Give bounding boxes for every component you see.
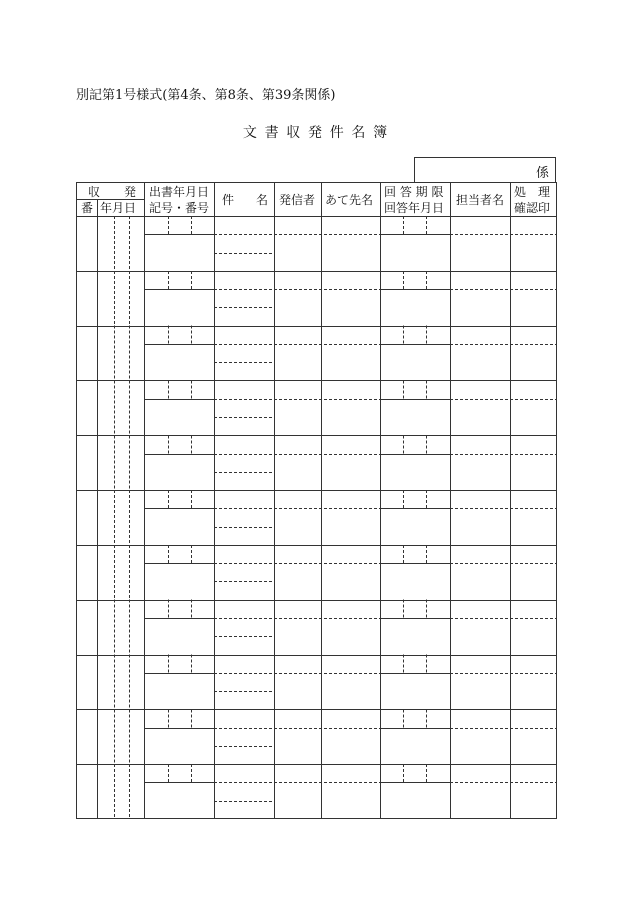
header-person-in-charge: 担当者名: [456, 193, 505, 207]
header-receipt: 収: [88, 185, 101, 199]
header-date: 年月日: [100, 201, 137, 215]
header-sender: 発信者: [279, 193, 316, 207]
header-reply-date: 回答年月日: [384, 201, 445, 215]
section-box-label: 係: [535, 166, 549, 181]
header-subject-left: 件: [222, 193, 235, 207]
header-reply-deadline: 回 答 期 限: [384, 185, 444, 199]
header-number: 番: [81, 201, 94, 215]
header-processing: 処 理: [514, 185, 551, 199]
header-record-number: 記号・番号: [149, 201, 210, 215]
header-confirmation-seal: 確認印: [514, 201, 551, 215]
header-addressee: あて先名: [325, 193, 374, 207]
section-box: [414, 157, 556, 182]
form-caption: 別記第1号様式(第4条、第8条、第39条関係): [76, 88, 336, 103]
ledger-border: [77, 183, 557, 819]
header-send: 発: [124, 185, 137, 199]
ledger-table: [76, 182, 557, 819]
ledger-title: 文書収発件名簿: [242, 125, 395, 141]
header-issued-date: 出書年月日: [149, 185, 210, 199]
ledger-grid: [76, 182, 557, 819]
header-subject-right: 名: [256, 193, 269, 207]
